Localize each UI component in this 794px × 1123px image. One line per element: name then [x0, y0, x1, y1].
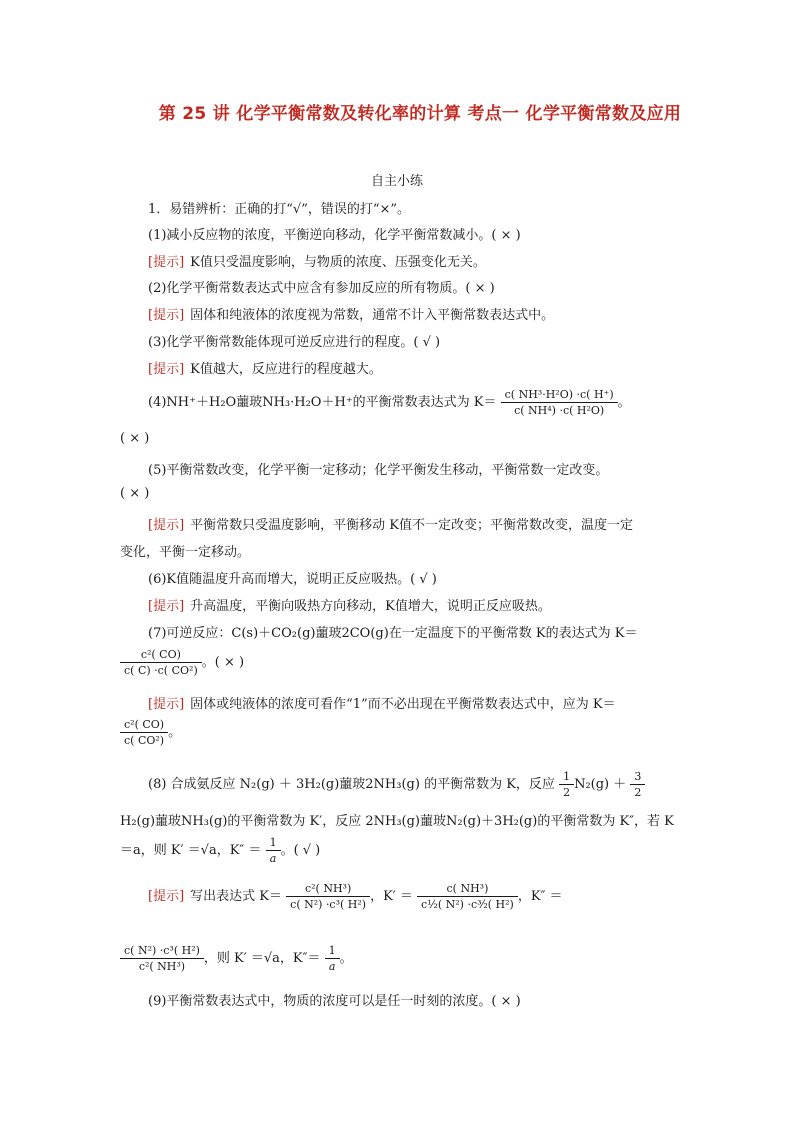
hint-1: [提示] K值只受温度影响，与物质的浓度、压强变化无关。	[148, 255, 486, 270]
hint-5-cont: 变化，平衡一定移动。	[120, 545, 251, 560]
page-title: 第 25 讲 化学平衡常数及转化率的计算 考点一 化学平衡常数及应用	[158, 104, 682, 124]
section-subtitle: 自主小练	[370, 174, 423, 189]
hint-8: [提示] 写出表达式 K＝ $\frac{\text{c²( NH³)}}{\text{c( N²) ·c³( H²)}}$ ，K′ ＝ $\frac{\text{c( NH³)}}{\text{c½( N²) ·c³⁄₂( H²)}}$ ，K″ ＝	[148, 882, 563, 911]
intro-line: 1．易错辨析：正确的打“√”，错误的打“×”。	[148, 202, 411, 217]
question-3: (3)化学平衡常数能体现可逆反应进行的程度。( √ )	[148, 335, 441, 350]
question-4: (4)NH⁺＋H₂O蘁玻NH₃·H₂O＋H⁺的平衡常数表达式为 K＝ $\frac{\text{c( NH³·H²O) ·c( H⁺)}}{\text{c( NH⁴) ·c( H²O)}}$ 。	[148, 388, 631, 417]
mark-5: ( × )	[120, 486, 150, 501]
question-1: (1)减小反应物的浓度，平衡逆向移动，化学平衡常数减小。( × )	[148, 228, 521, 243]
question-7-formula: $\frac{\text{c²( CO)}}{\text{c( C) ·c( CO²)}}$ 。( × )	[120, 648, 244, 677]
question-8-cont2: ＝a，则 K′ ＝√a，K″ ＝ $\frac{1}{a}$ 。( √ )	[120, 836, 321, 865]
hint-8-cont: $\frac{\text{c( N²) ·c³( H²)}}{\text{c²( NH³)}}$ ，则 K′ ＝√a，K″＝ $\frac{1}{a}$ 。	[120, 944, 353, 973]
mark-4: ( × )	[120, 431, 150, 446]
question-5: (5)平衡常数改变，化学平衡一定移动；化学平衡发生移动，平衡常数一定改变。	[148, 463, 609, 478]
question-9: (9)平衡常数表达式中，物质的浓度可以是任一时刻的浓度。( × )	[148, 994, 521, 1009]
hint-7-formula: $\frac{\text{c²( CO)}}{\text{c( CO²)}}$ 。	[120, 718, 181, 747]
hint-5: [提示] 平衡常数只受温度影响，平衡移动 K值不一定改变；平衡常数改变，温度一定	[148, 518, 634, 533]
hint-6: [提示] 升高温度，平衡向吸热方向移动，K值增大，说明正反应吸热。	[148, 599, 551, 614]
hint-7: [提示] 固体或纯液体的浓度可看作“1”而不必出现在平衡常数表达式中，应为 K＝	[148, 697, 616, 712]
hint-3: [提示] K值越大，反应进行的程度越大。	[148, 362, 382, 377]
fraction: $\frac{\text{c( NH³·H²O) ·c( H⁺)}}{\text{c( NH⁴) ·c( H²O)}}$	[501, 388, 618, 417]
hint-2: [提示] 固体和纯液体的浓度视为常数，通常不计入平衡常数表达式中。	[148, 308, 555, 323]
question-6: (6)K值随温度升高而增大，说明正反应吸热。( √ )	[148, 572, 437, 587]
hint-tag: [提示]	[148, 255, 185, 270]
question-8-cont: H₂(g)蘁玻NH₃(g)的平衡常数为 K′，反应 2NH₃(g)蘁玻N₂(g)＋3H₂(g)的平衡常数为 K″，若 K	[120, 814, 674, 829]
question-2: (2)化学平衡常数表达式中应含有参加反应的所有物质。( × )	[148, 281, 495, 296]
question-8: (8) 合成氨反应 N₂(g) ＋ 3H₂(g)蘁玻2NH₃(g) 的平衡常数为 K，反应 $\frac{1}{2}$ N₂(g) ＋ $\frac{3}{2}$	[148, 770, 645, 799]
question-7: (7)可逆反应：C(s)＋CO₂(g)蘁玻2CO(g)在一定温度下的平衡常数 K的表达式为 K＝	[148, 626, 638, 641]
